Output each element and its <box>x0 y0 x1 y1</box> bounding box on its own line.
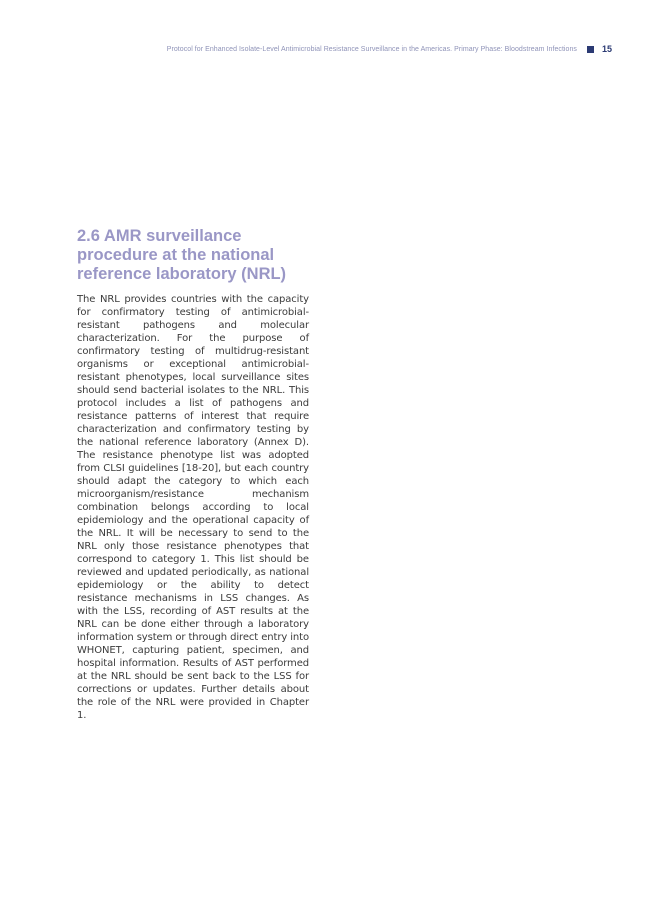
section-2-6 <box>77 227 309 722</box>
page-number: 15 <box>601 44 612 54</box>
square-bullet-icon <box>587 46 594 53</box>
running-title: Protocol for Enhanced Isolate-Level Antimicrobial Resistance Surveillance in the Americas. Primary Phase: Bloodstream Infections <box>166 45 577 53</box>
section-heading: 2.6 AMR surveillance procedure at the national reference laboratory (NRL) <box>77 227 287 283</box>
running-header <box>167 44 612 54</box>
body-paragraph: The NRL provides countries with the capacity for confirmatory testing of antimicrobial-resistant pathogens and molecular characterization. For the purpose of confirmatory testing of multidrug-resistant organisms or exceptional antimicrobial-resistant phenotypes, local surveillance sites should send bacterial isolates to the NRL. This protocol includes a list of pathogens and resistance patterns of interest that require characterization and confirmatory testing by the national reference laboratory (Annex D). The resistance phenotype list was adopted from CLSI guidelines [18-20], but each country should adapt the category to which each microorganism/resistance mechanism combination belongs according to local epidemiology and the operational capacity of the NRL. It will be necessary to send to the NRL only those resistance phenotypes that correspond to category 1. This list should be reviewed and updated periodically, as national epidemiology or the ability to detect resistance mechanisms in LSS changes. As with the LSS, recording of AST results at the NRL can be done either through a laboratory information system or through direct entry into WHONET, capturing patient, specimen, and hospital information. Results of AST performed at the NRL should be sent back to the LSS for corrections or updates. Further details about the role of the NRL were provided in Chapter 1. <box>77 294 309 721</box>
